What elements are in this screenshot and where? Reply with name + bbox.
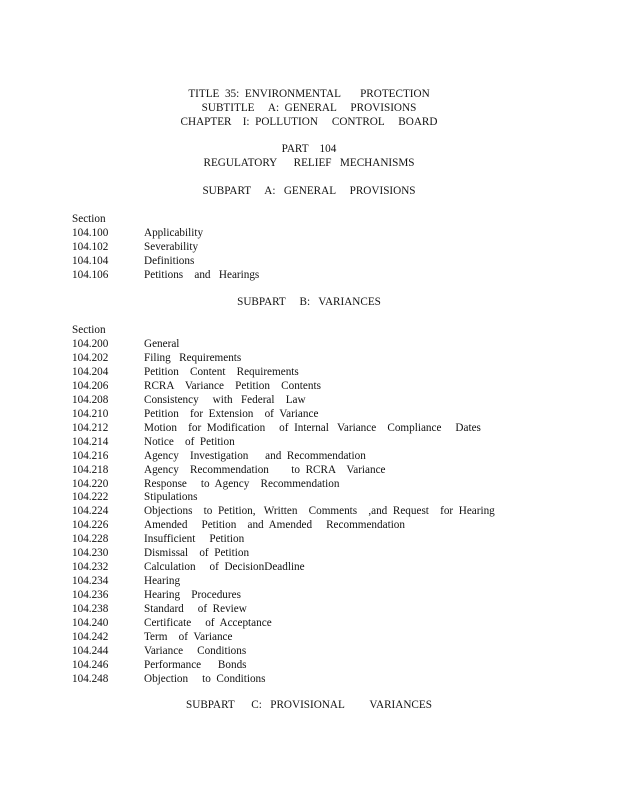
section-title: Term of Variance [144, 630, 233, 643]
subtitle-heading: SUBTITLE A: GENERAL PROVISIONS [201, 102, 417, 114]
section-number: 104.104 [72, 254, 109, 267]
subpart-a-heading: SUBPART A: GENERAL PROVISIONS [202, 185, 416, 197]
part-name-heading: REGULATORY RELIEF MECHANISMS [203, 157, 415, 169]
section-title: Objections to Petition, Written Comments ,and Request for Hearing [144, 505, 495, 518]
section-number: 104.248 [72, 672, 109, 685]
section-title: Definitions [144, 254, 195, 267]
section-title: General [144, 338, 180, 350]
section-title: Motion for Modification of Internal Variance Compliance Dates [144, 421, 481, 434]
section-number: 104.236 [72, 589, 109, 602]
section-number: 104.218 [72, 463, 109, 476]
section-number: 104.238 [72, 603, 109, 616]
section-number: 104.214 [72, 435, 109, 448]
section-number: 104.204 [72, 365, 109, 378]
section-number: 104.230 [72, 547, 109, 560]
section-title: Notice of Petition [144, 435, 235, 448]
section-number: 104.242 [72, 630, 109, 643]
section-title: Standard of Review [144, 603, 247, 616]
section-title: Petitions and Hearings [144, 268, 260, 281]
section-number: 104.212 [72, 421, 109, 434]
section-number: 104.224 [72, 505, 109, 518]
section-title: Hearing Procedures [144, 589, 241, 602]
section-title: Petition Content Requirements [144, 365, 299, 378]
section-number: 104.102 [72, 240, 109, 253]
subpart-b-heading: SUBPART B: VARIANCES [237, 296, 381, 308]
section-label: Section [72, 213, 106, 225]
section-title: Severability [144, 240, 199, 253]
section-title: Agency Investigation and Recommendation [144, 449, 366, 462]
section-number: 104.216 [72, 449, 109, 462]
section-number: 104.208 [72, 393, 109, 406]
section-title: Hearing [144, 575, 181, 588]
section-title: RCRA Variance Petition Contents [144, 379, 321, 392]
section-number: 104.200 [72, 338, 109, 350]
section-title: Agency Recommendation to RCRA Variance [144, 463, 386, 476]
section-title: Objection to Conditions [144, 672, 266, 685]
section-number: 104.100 [72, 227, 109, 239]
section-title: Calculation of DecisionDeadline [144, 561, 305, 574]
section-number: 104.222 [72, 491, 109, 504]
section-title: Consistency with Federal Law [144, 393, 306, 406]
section-title: Variance Conditions [144, 644, 247, 657]
section-title: Dismissal of Petition [144, 547, 250, 560]
section-title: Applicability [144, 227, 204, 239]
section-title: Insufficient Petition [144, 533, 245, 546]
section-number: 104.244 [72, 644, 109, 657]
section-number: 104.220 [72, 477, 109, 490]
section-title: Petition for Extension of Variance [144, 407, 319, 420]
section-title: Certificate of Acceptance [144, 617, 272, 629]
section-title: Response to Agency Recommendation [144, 477, 340, 490]
section-number: 104.226 [72, 519, 109, 532]
section-title: Performance Bonds [144, 658, 247, 671]
section-number: 104.234 [72, 575, 109, 588]
section-title: Filing Requirements [144, 351, 242, 364]
section-title: Stipulations [144, 491, 198, 504]
chapter-heading: CHAPTER I: POLLUTION CONTROL BOARD [180, 116, 438, 128]
section-number: 104.232 [72, 561, 109, 574]
part-heading: PART 104 [281, 143, 337, 155]
section-number: 104.206 [72, 379, 109, 392]
section-number: 104.210 [72, 407, 109, 420]
section-number: 104.106 [72, 268, 109, 281]
section-number: 104.202 [72, 351, 109, 364]
section-number: 104.246 [72, 658, 109, 671]
section-label: Section [72, 324, 106, 336]
subpart-c-heading: SUBPART C: PROVISIONAL VARIANCES [186, 699, 432, 711]
section-number: 104.240 [72, 617, 109, 629]
section-title: Amended Petition and Amended Recommendation [144, 519, 405, 532]
section-number: 104.228 [72, 533, 109, 546]
title-heading: TITLE 35: ENVIRONMENTAL PROTECTION [188, 88, 430, 100]
